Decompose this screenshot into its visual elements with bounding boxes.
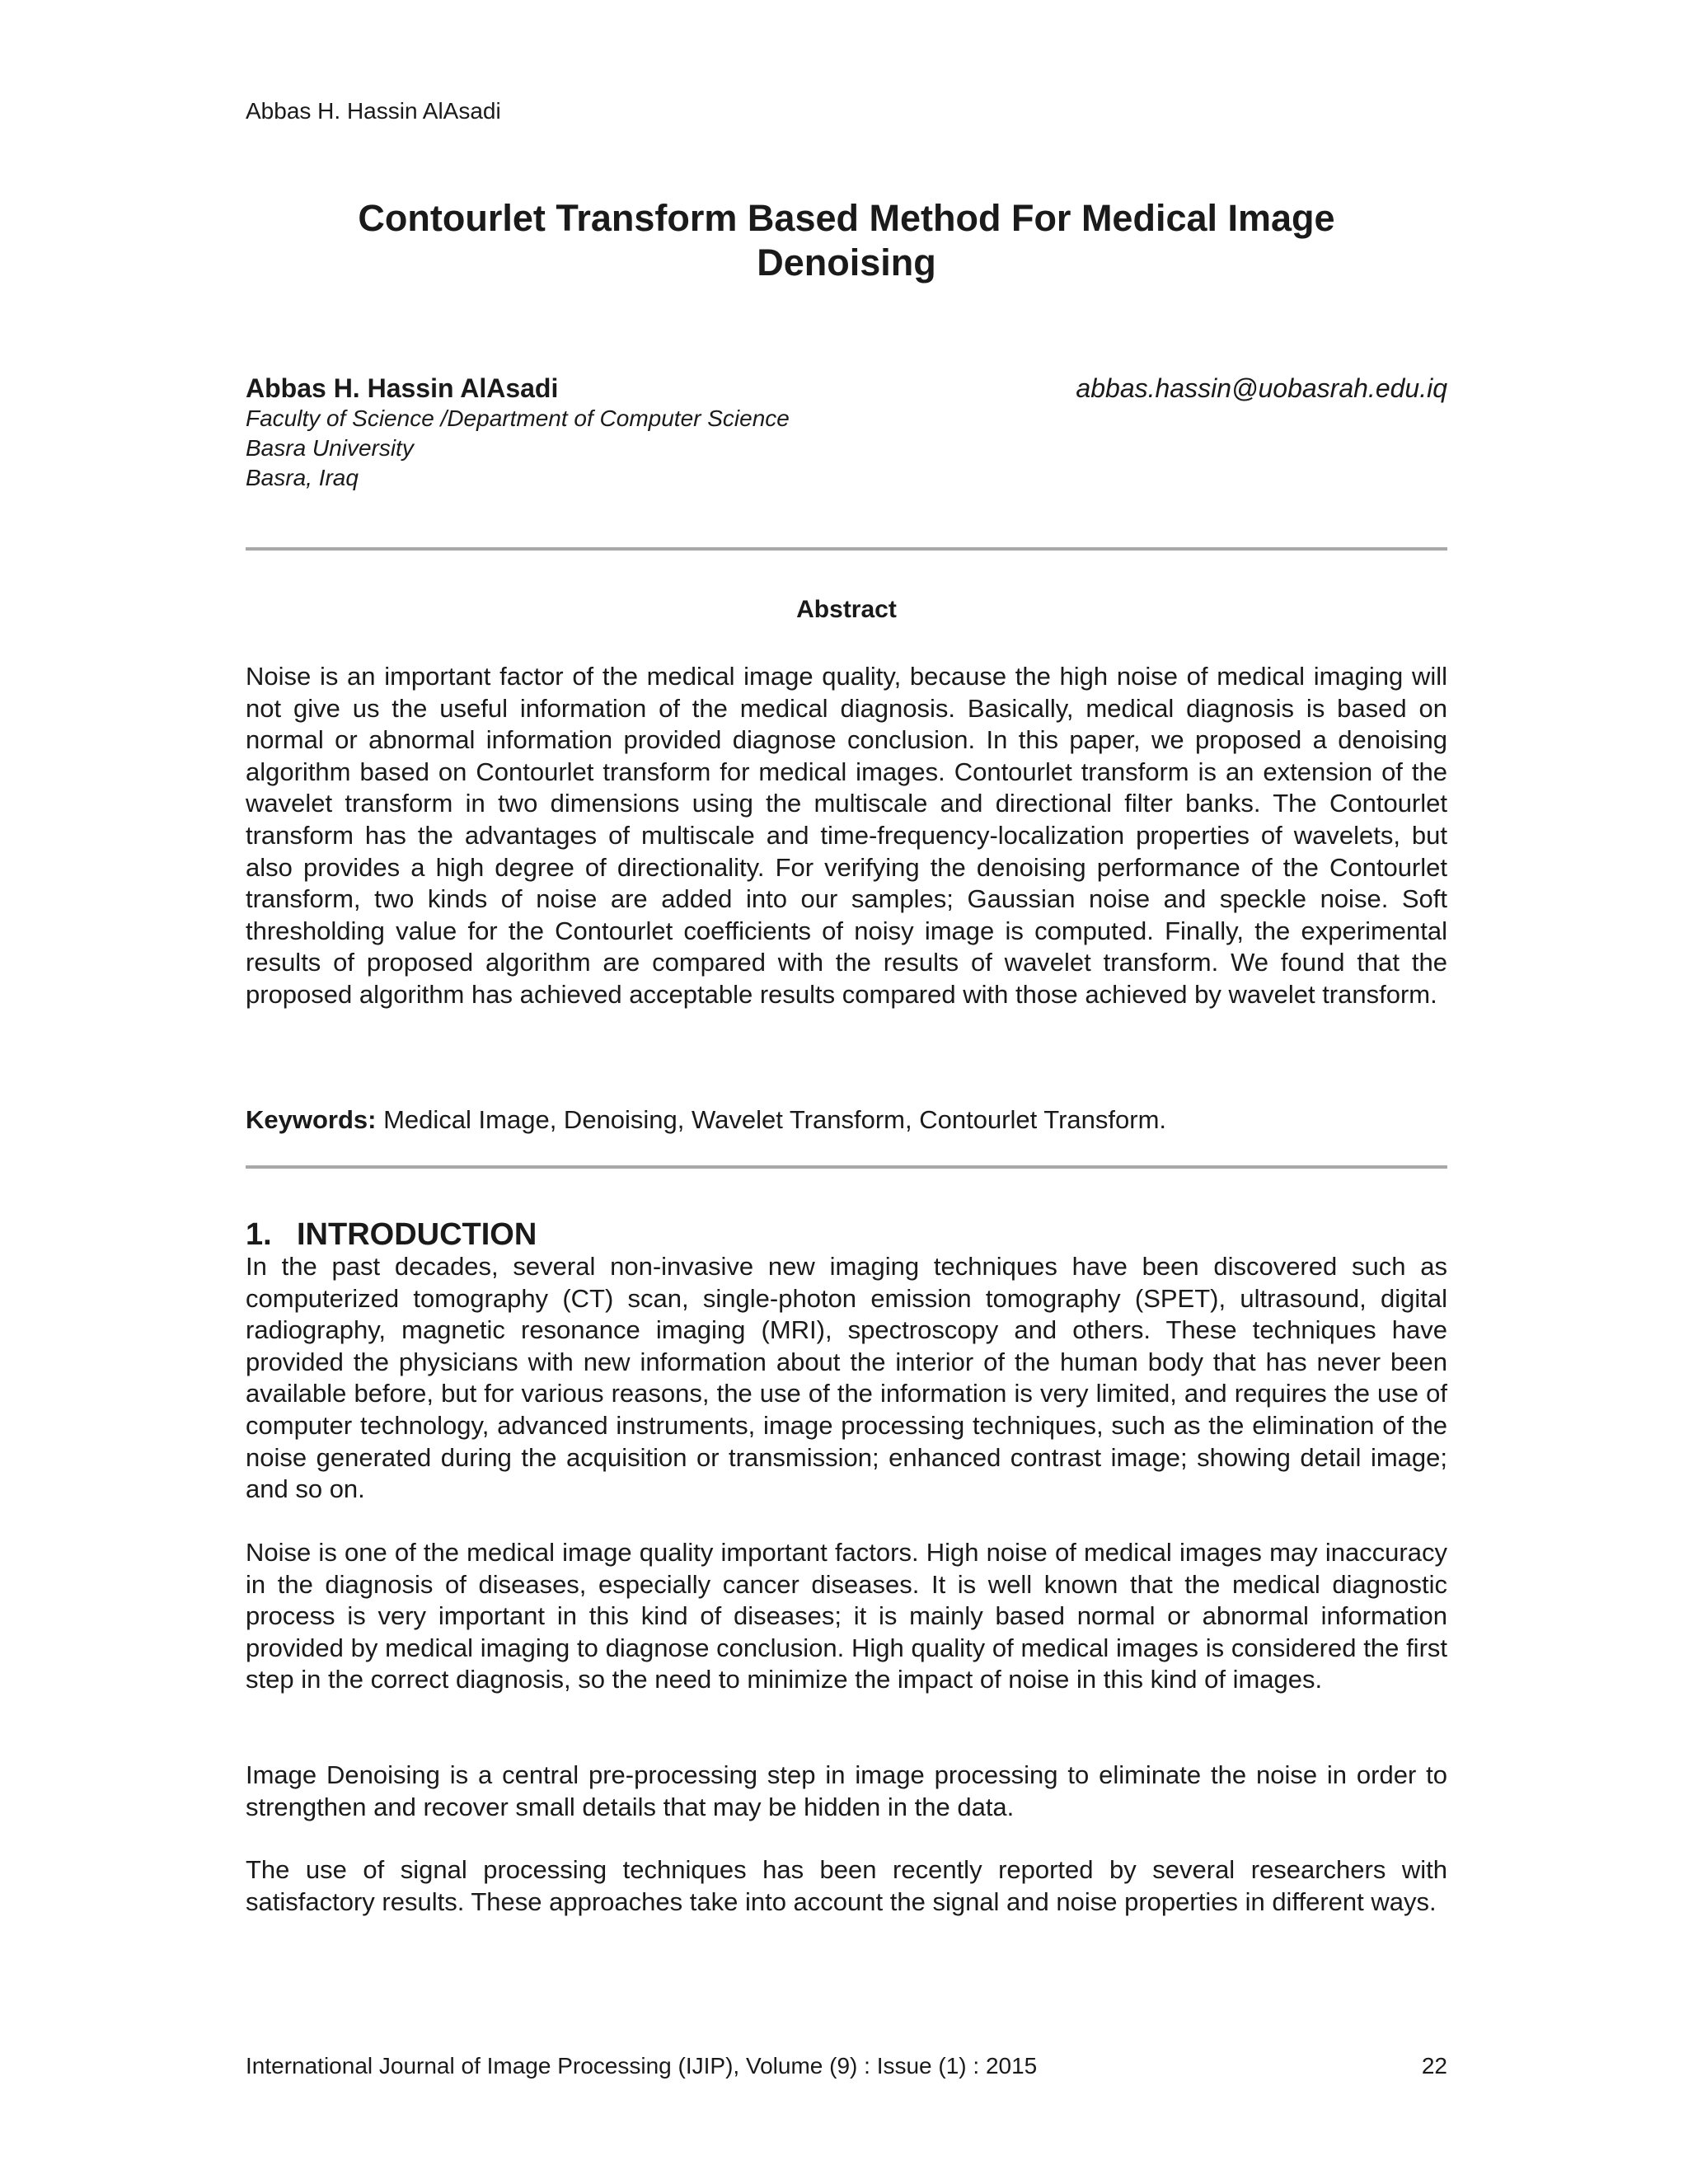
title-line-1: Contourlet Transform Based Method For Medical Image [358,197,1335,239]
page-footer [246,2052,1447,2080]
intro-paragraph-4: The use of signal processing techniques has been recently reported by several researchers with satisfactory results. These approaches take into account the signal and noise properties in different ways. [246,1855,1447,1916]
title-line-2: Denoising [757,241,936,284]
abstract-text: Noise is an important factor of the medical image quality, because the high noise of medical imaging will not give us the useful information of the medical diagnosis. Basically, medical diagnosis is based on normal or abnormal information provided diagnose conclusion. In this paper, we proposed a denoising algorithm based on Contourlet transform for medical images. Contourlet transform is an extension of the wavelet transform in two dimensions using the multiscale and directional filter banks. The Contourlet transform has the advantages of multiscale and time-frequency-localization properties of wavelets, but also provides a high degree of directionality. For verifying the denoising performance of the Contourlet transform, two kinds of noise are added into our samples; Gaussian noise and speckle noise. Soft thresholding value for the Contourlet coefficients of noisy image is computed. Finally, the experimental results of proposed algorithm are compared with the results of wavelet transform. We found that the proposed algorithm has achieved acceptable results compared with those achieved by wavelet transform. [246,662,1447,1009]
intro-paragraph-3: Image Denoising is a central pre-processing step in image processing to eliminate the noise in order to strengthen and recover small details that may be hidden in the data. [246,1760,1447,1821]
section-heading-introduction [246,1216,537,1253]
intro-paragraph-2: Noise is one of the medical image quality important factors. High noise of medical images may inaccuracy in the diagnosis of diseases, especially cancer diseases. It is well known that the medical diagnostic process is very important in this kind of diseases; it is mainly based normal or abnormal information provided by medical imaging to diagnose conclusion. High quality of medical images is considered the first step in the correct diagnosis, so the need to minimize the impact of noise in this kind of images. [246,1538,1447,1694]
affiliation-department: Faculty of Science /Department of Computer Science [246,405,790,431]
affiliation-location: Basra, Iraq [246,465,359,490]
page-number: 22 [1421,2053,1447,2079]
author-block [246,373,1447,493]
footer-journal: International Journal of Image Processing (IJIP), Volume (9) : Issue (1) : 2015 [246,2053,1038,2079]
abstract-heading: Abstract [796,596,897,623]
keywords-label: Keywords: [246,1105,377,1134]
bottom-divider [246,1165,1447,1169]
keywords-text: Medical Image, Denoising, Wavelet Transform, Contourlet Transform. [383,1105,1166,1134]
paper-title [246,196,1447,285]
section-number: 1. [246,1217,272,1252]
author-name: Abbas H. Hassin AlAsadi [246,373,559,403]
section-title: INTRODUCTION [297,1217,537,1252]
top-divider [246,547,1447,551]
intro-paragraph-1: In the past decades, several non-invasive new imaging techniques have been discovered such as computerized tomography (CT) scan, single-photon emission tomography (SPET), ultrasound, digital radiography, magnetic resonance imaging (MRI), spectroscopy and others. These techniques have provided the physicians with new information about the interior of the human body that has never been available before, but for various reasons, the use of the information is very limited, and requires the use of computer technology, advanced instruments, image processing techniques, such as the elimination of the noise generated during the acquisition or transmission; enhanced contrast image; showing detail image; and so on. [246,1252,1447,1504]
running-header: Abbas H. Hassin AlAsadi [246,98,501,124]
keywords [246,1104,1447,1136]
affiliation-university: Basra University [246,435,414,461]
author-email[interactable]: abbas.hassin@uobasrah.edu.iq [1076,373,1447,403]
